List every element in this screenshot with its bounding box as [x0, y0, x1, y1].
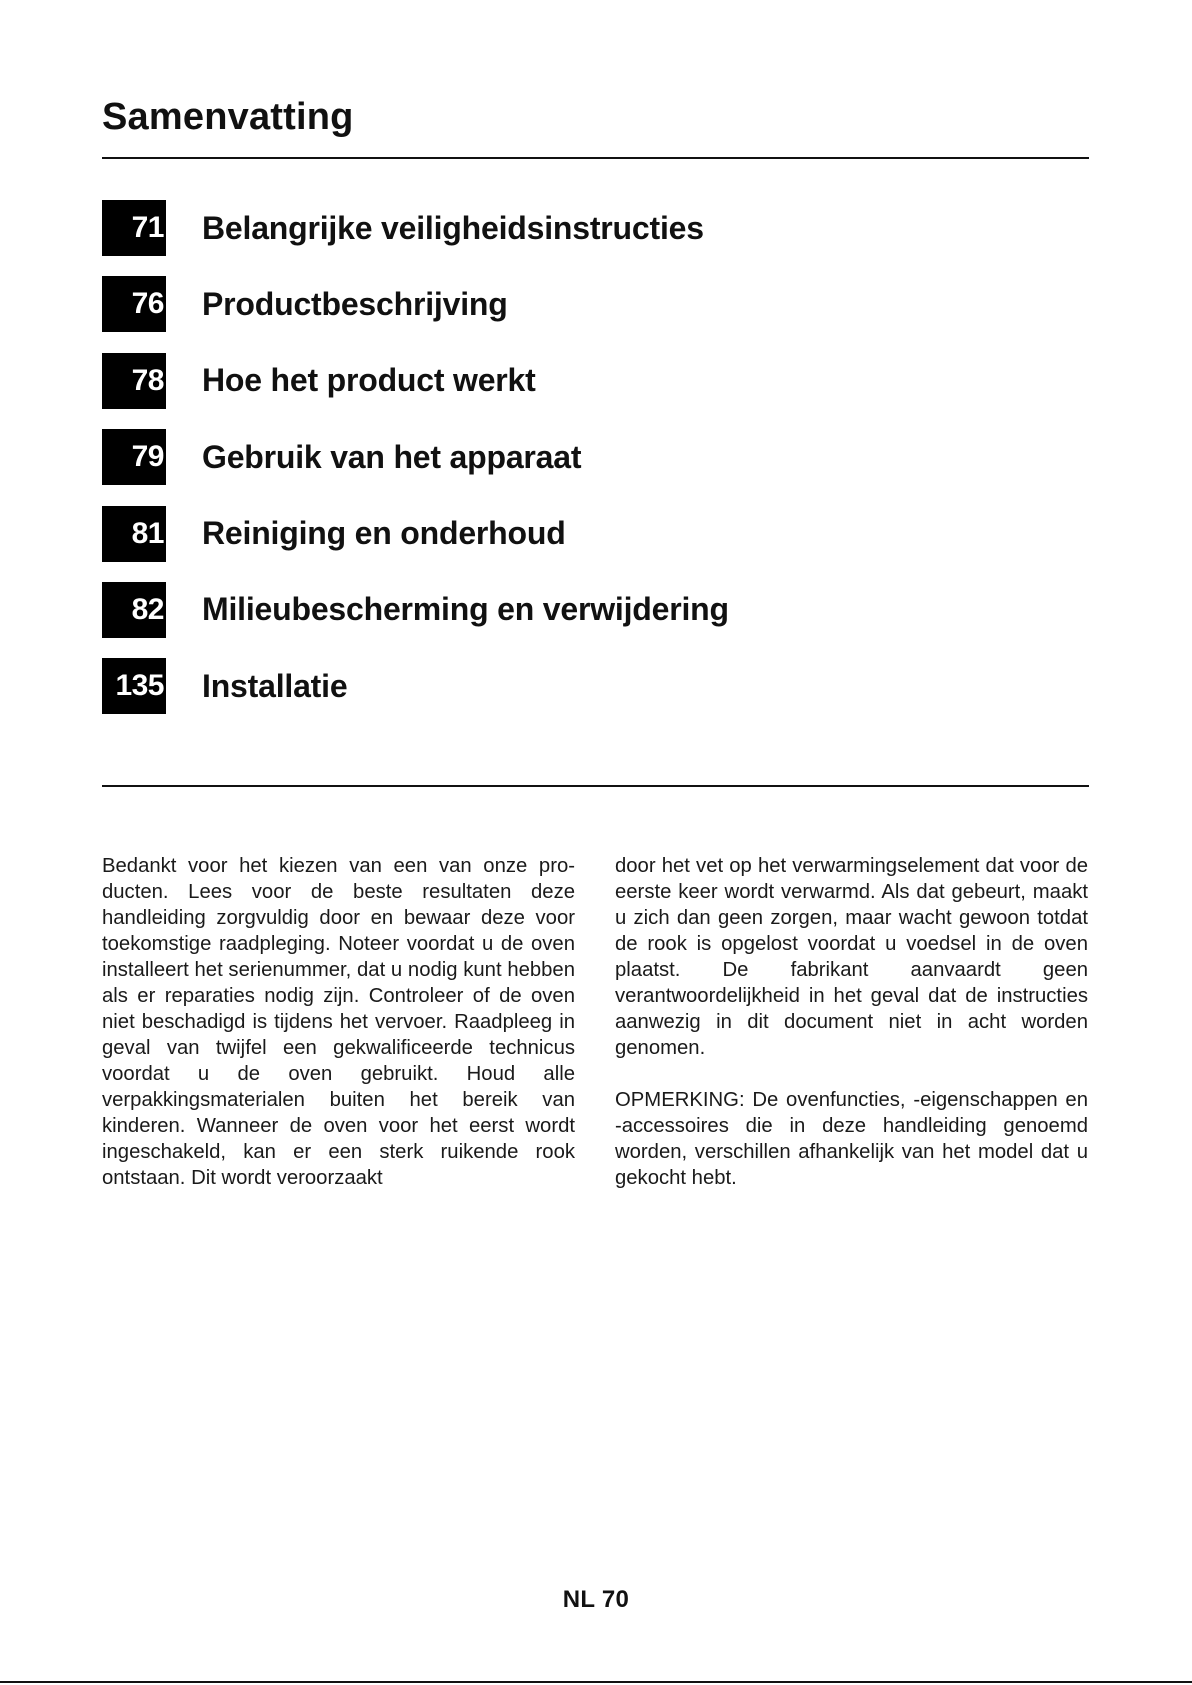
toc-page-number: 71	[102, 200, 166, 256]
toc-page-number: 82	[102, 582, 166, 638]
toc-title: Installatie	[202, 667, 348, 704]
toc-page-number: 81	[102, 506, 166, 562]
toc-page-number: 135	[102, 658, 166, 714]
note-paragraph: OPMERKING: De ovenfuncties, -eigenschappen en -accessoires die in deze handleiding genoemd worden, verschillen afhankelijk van het model dat u gekocht hebt.	[615, 1089, 1088, 1189]
toc-title: Productbeschrijving	[202, 285, 508, 322]
bottom-edge-line	[0, 1681, 1192, 1683]
toc-page-number: 76	[102, 276, 166, 332]
title-divider	[102, 157, 1089, 159]
page-title: Samenvatting	[102, 96, 354, 138]
toc-entry[interactable]	[102, 353, 1089, 409]
toc-page-number: 79	[102, 429, 166, 485]
toc-title: Belangrijke veiligheidsinstructies	[202, 209, 704, 246]
toc-title: Milieubescherming en verwijdering	[202, 591, 729, 628]
table-of-contents	[102, 200, 1089, 735]
toc-entry[interactable]	[102, 582, 1089, 638]
toc-title: Gebruik van het apparaat	[202, 438, 582, 475]
page-number: NL 70	[562, 1586, 630, 1613]
toc-entry[interactable]	[102, 200, 1089, 256]
toc-entry[interactable]	[102, 276, 1089, 332]
intro-paragraph: Bedankt voor het kiezen van een van onze producten. Lees voor de beste resultaten deze handleiding zorgvuldig door en bewaar deze voor toekomstige raadpleging. Noteer voordat u de oven installeert het serienummer, dat u nodig kunt hebben als er reparaties nodig zijn. Controleer of de oven niet beschadigd is tijdens het vervoer. Raadpleeg in geval van twijfel een gekwalificeerde technicus voordat u de oven gebruikt. Houd alle verpakkingsmaterialen buiten het bereik van kinderen. Wanneer de oven voor het eerst wordt ingeschakeld, kan er een sterk ruikende rook ontstaan. Dit wordt veroorzaakt	[102, 855, 575, 1189]
toc-title: Reiniging en onderhoud	[202, 515, 566, 552]
toc-page-number: 78	[102, 353, 166, 409]
intro-column-right	[615, 853, 1088, 1217]
toc-title: Hoe het product werkt	[202, 362, 536, 399]
toc-entry[interactable]	[102, 506, 1089, 562]
toc-entry[interactable]	[102, 658, 1089, 714]
toc-entry[interactable]	[102, 429, 1089, 485]
section-divider	[102, 785, 1089, 787]
intro-paragraph-continued: door het vet op het verwarmingselement dat voor de eerste keer wordt verwarmd. Als dat gebeurt, maakt u zich dan geen zorgen, maar wacht gewoon totdat de rook is opgelost voordat u voedsel in de oven plaatst. De fabrikant aanvaardt geen verantwoordelijkheid in het geval dat de instructies aanwezig in dit document niet in acht worden genomen.	[615, 855, 1088, 1059]
intro-column-left	[102, 853, 575, 1217]
